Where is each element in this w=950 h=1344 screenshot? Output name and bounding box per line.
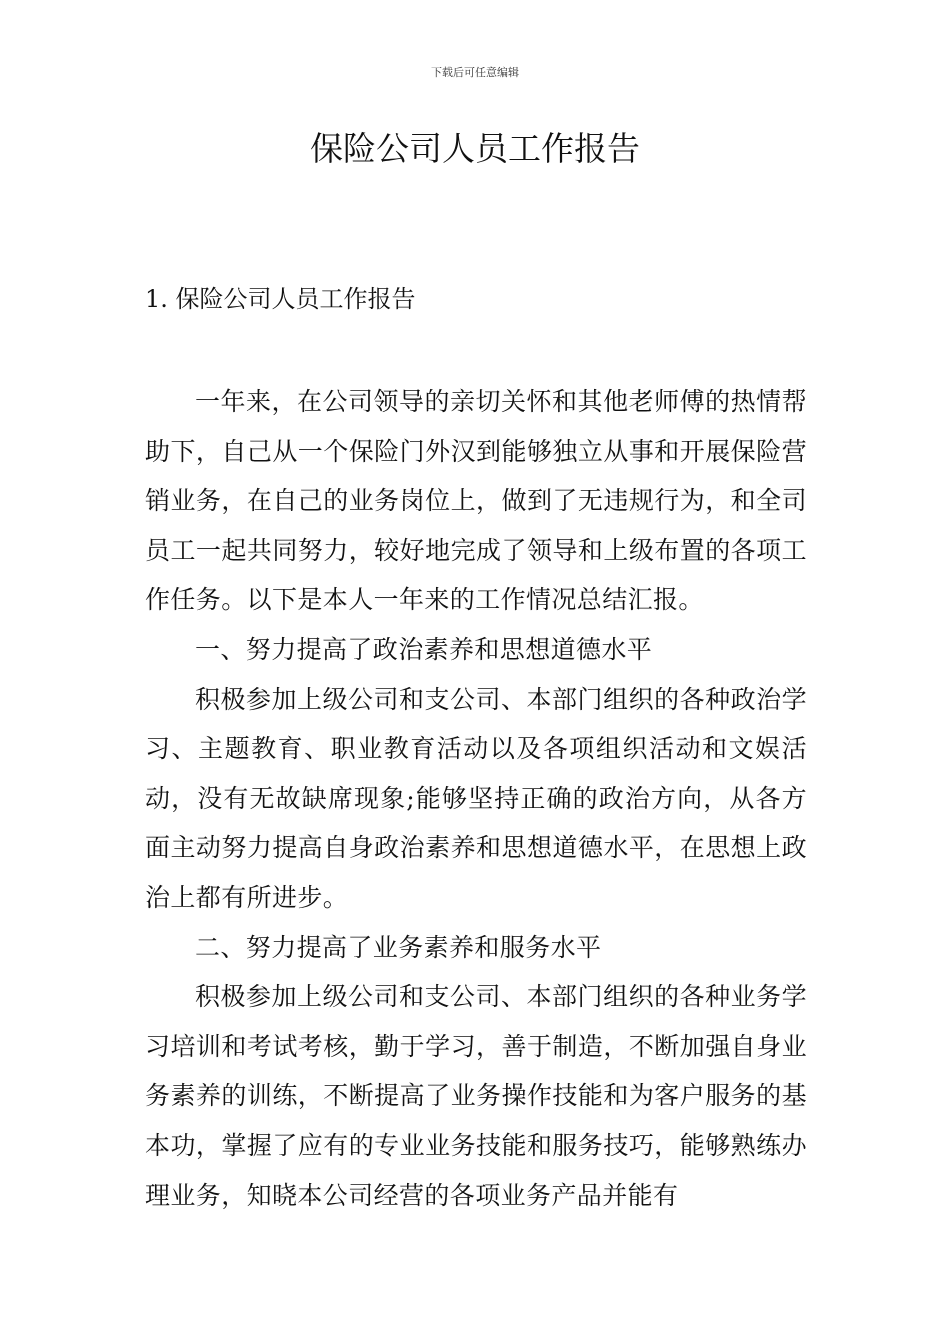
subheading-politics: 一、努力提高了政治素养和思想道德水平 bbox=[195, 634, 653, 664]
section-heading: 1. 保险公司人员工作报告 bbox=[145, 285, 416, 313]
paragraph: 积极参加上级公司和支公司、本部门组织的各种政治学习、主题教育、职业教育活动以及各项组织活动和文娱活动，没有无故缺席现象;能够坚持正确的政治方向，从各方面主动努力提高自身政治素养和思想道德水平，在思想上政治上都有所进步。 bbox=[145, 684, 807, 912]
paragraph: 一年来，在公司领导的亲切关怀和其他老师傅的热情帮助下，自己从一个保险门外汉到能够独立从事和开展保险营销业务，在自己的业务岗位上，做到了无违规行为，和全司员工一起共同努力，较好地完成了领导和上级布置的各项工作任务。以下是本人一年来的工作情况总结汇报。 bbox=[145, 387, 807, 615]
document-title: 保险公司人员工作报告 bbox=[310, 129, 640, 168]
body-text bbox=[145, 377, 807, 1220]
subheading-business: 二、努力提高了业务素养和服务水平 bbox=[195, 932, 602, 962]
header-note: 下载后可任意编辑 bbox=[431, 66, 519, 79]
paragraph: 积极参加上级公司和支公司、本部门组织的各种业务学习培训和考试考核，勤于学习，善于制造，不断加强自身业务素养的训练，不断提高了业务操作技能和为客户服务的基本功，掌握了应有的专业业务技能和服务技巧，能够熟练办理业务，知晓本公司经营的各项业务产品并能有 bbox=[145, 982, 807, 1210]
